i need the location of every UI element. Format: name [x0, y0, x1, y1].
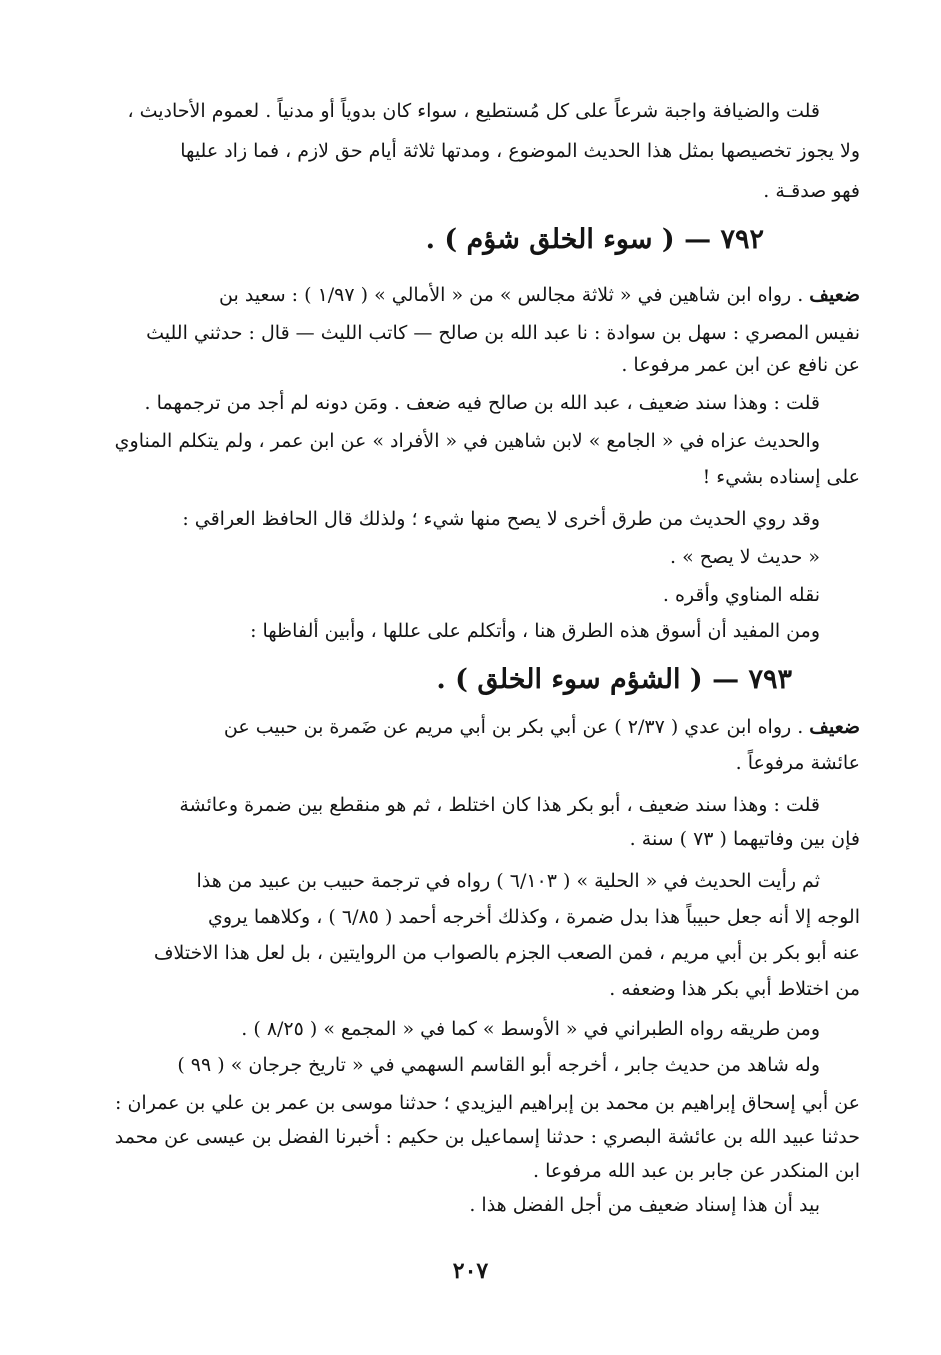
text-line: عائشة مرفوعاً .: [735, 752, 860, 774]
text-line: نفيس المصري : سهل بن سوادة : نا عبد الله بن صالح — كاتب الليث — قال : حدثني الليث: [146, 322, 860, 344]
text-segment: . رواه ابن عدي ( ٢/٣٧ ) عن أبي بكر بن أبي مريم عن ضَمرة بن حبيب عن: [223, 716, 804, 738]
text-line: بيد أن هذا إسناد ضعيف من أجل الفضل هذا .: [469, 1194, 820, 1216]
text-line: من اختلاط أبي بكر هذا وضعفه .: [609, 978, 860, 1000]
text-line: [224, 712, 860, 742]
text-line: وله شاهد من حديث جابر ، أخرجه أبو القاسم السهمي في « تاريخ جرجان » ( ٩٩ ): [177, 1054, 820, 1076]
text-line: عن أبي إسحاق إبراهيم بن محمد بن إبراهيم اليزيدي ؛ حدثنا موسى بن عمر بن علي بن عمران :: [115, 1092, 860, 1114]
text-line: قلت : وهذا سند ضعيف ، عبد الله بن صالح فيه ضعف . ومَن دونه لم أجد من ترجمهما .: [144, 392, 820, 414]
hadith-heading: ٧٩٣ — ( الشؤم سوء الخلق ) .: [436, 664, 792, 695]
text-line: فهو صدقـة .: [763, 180, 860, 202]
text-line: عنه أبو بكر بن أبي مريم ، فمن الصعب الجزم بالصواب من الروايتين ، بل لعل هذا الاختلاف: [153, 942, 860, 964]
text-line: ولا يجوز تخصيصها بمثل هذا الحديث الموضوع ، ومدتها ثلاثة أيام حق لازم ، فما زاد عليها: [180, 140, 860, 162]
text-line: ثم رأيت الحديث في « الحلية » ( ٦/١٠٣ ) رواه في ترجمة حبيب بن عبيد من هذا: [196, 870, 820, 892]
quote-line: « حديث لا يصح » .: [669, 546, 820, 568]
text-line: ابن المنكدر عن جابر بن عبد الله مرفوعا .: [533, 1160, 860, 1182]
text-line: حدثنا عبيد الله بن عائشة البصري : حدثنا إسماعيل بن حكيم : أخبرنا الفضل بن عيسى عن محمد: [114, 1126, 860, 1148]
text-line: نقله المناوي وأقره .: [662, 584, 820, 606]
text-line: [219, 280, 860, 310]
text-line: عن نافع عن ابن عمر مرفوعا .: [621, 354, 860, 376]
text-line: ومن طريقه رواه الطبراني في « الأوسط » كما في « المجمع » ( ٨/٢٥ ) .: [241, 1018, 820, 1040]
text-segment: . رواه ابن شاهين في « ثلاثة مجالس » من « الأمالي » ( ١/٩٧ ) : سعيد بن: [219, 284, 804, 306]
text-line: ومن المفيد أن أسوق هذه الطرق هنا ، وأتكلم على عللها ، وأبين ألفاظها :: [250, 620, 820, 642]
grade-label: ضعيف: [809, 716, 860, 738]
text-line: قلت : وهذا سند ضعيف ، أبو بكر هذا كان اختلط ، ثم هو منقطع بين ضمرة وعائشة: [179, 794, 820, 816]
text-line: والحديث عزاه في « الجامع » لابن شاهين في « الأفراد » عن ابن عمر ، ولم يتكلم المناوي: [114, 430, 820, 452]
page-number: ٢٠٧: [452, 1258, 489, 1284]
text-line: على إسناده بشيء !: [702, 466, 860, 488]
text-line: وقد روي الحديث من طرق أخرى لا يصح منها شيء ؛ ولذلك قال الحافظ العراقي :: [182, 508, 820, 530]
hadith-heading: ٧٩٢ — ( سوء الخلق شؤم ) .: [425, 224, 764, 255]
text-line: فإن بين وفاتيهما ( ٧٣ ) سنة .: [629, 828, 860, 850]
text-line: الوجه إلا أنه جعل حبيباً هذا بدل ضمرة ، وكذلك أخرجه أحمد ( ٦/٨٥ ) ، وكلاهما يروي: [208, 906, 860, 928]
text-line: قلت والضيافة واجبة شرعاً على كل مُستطيع ، سواء كان بدوياً أو مدنياً . لعموم الأحاديث ،: [127, 100, 820, 122]
grade-label: ضعيف: [809, 284, 860, 306]
